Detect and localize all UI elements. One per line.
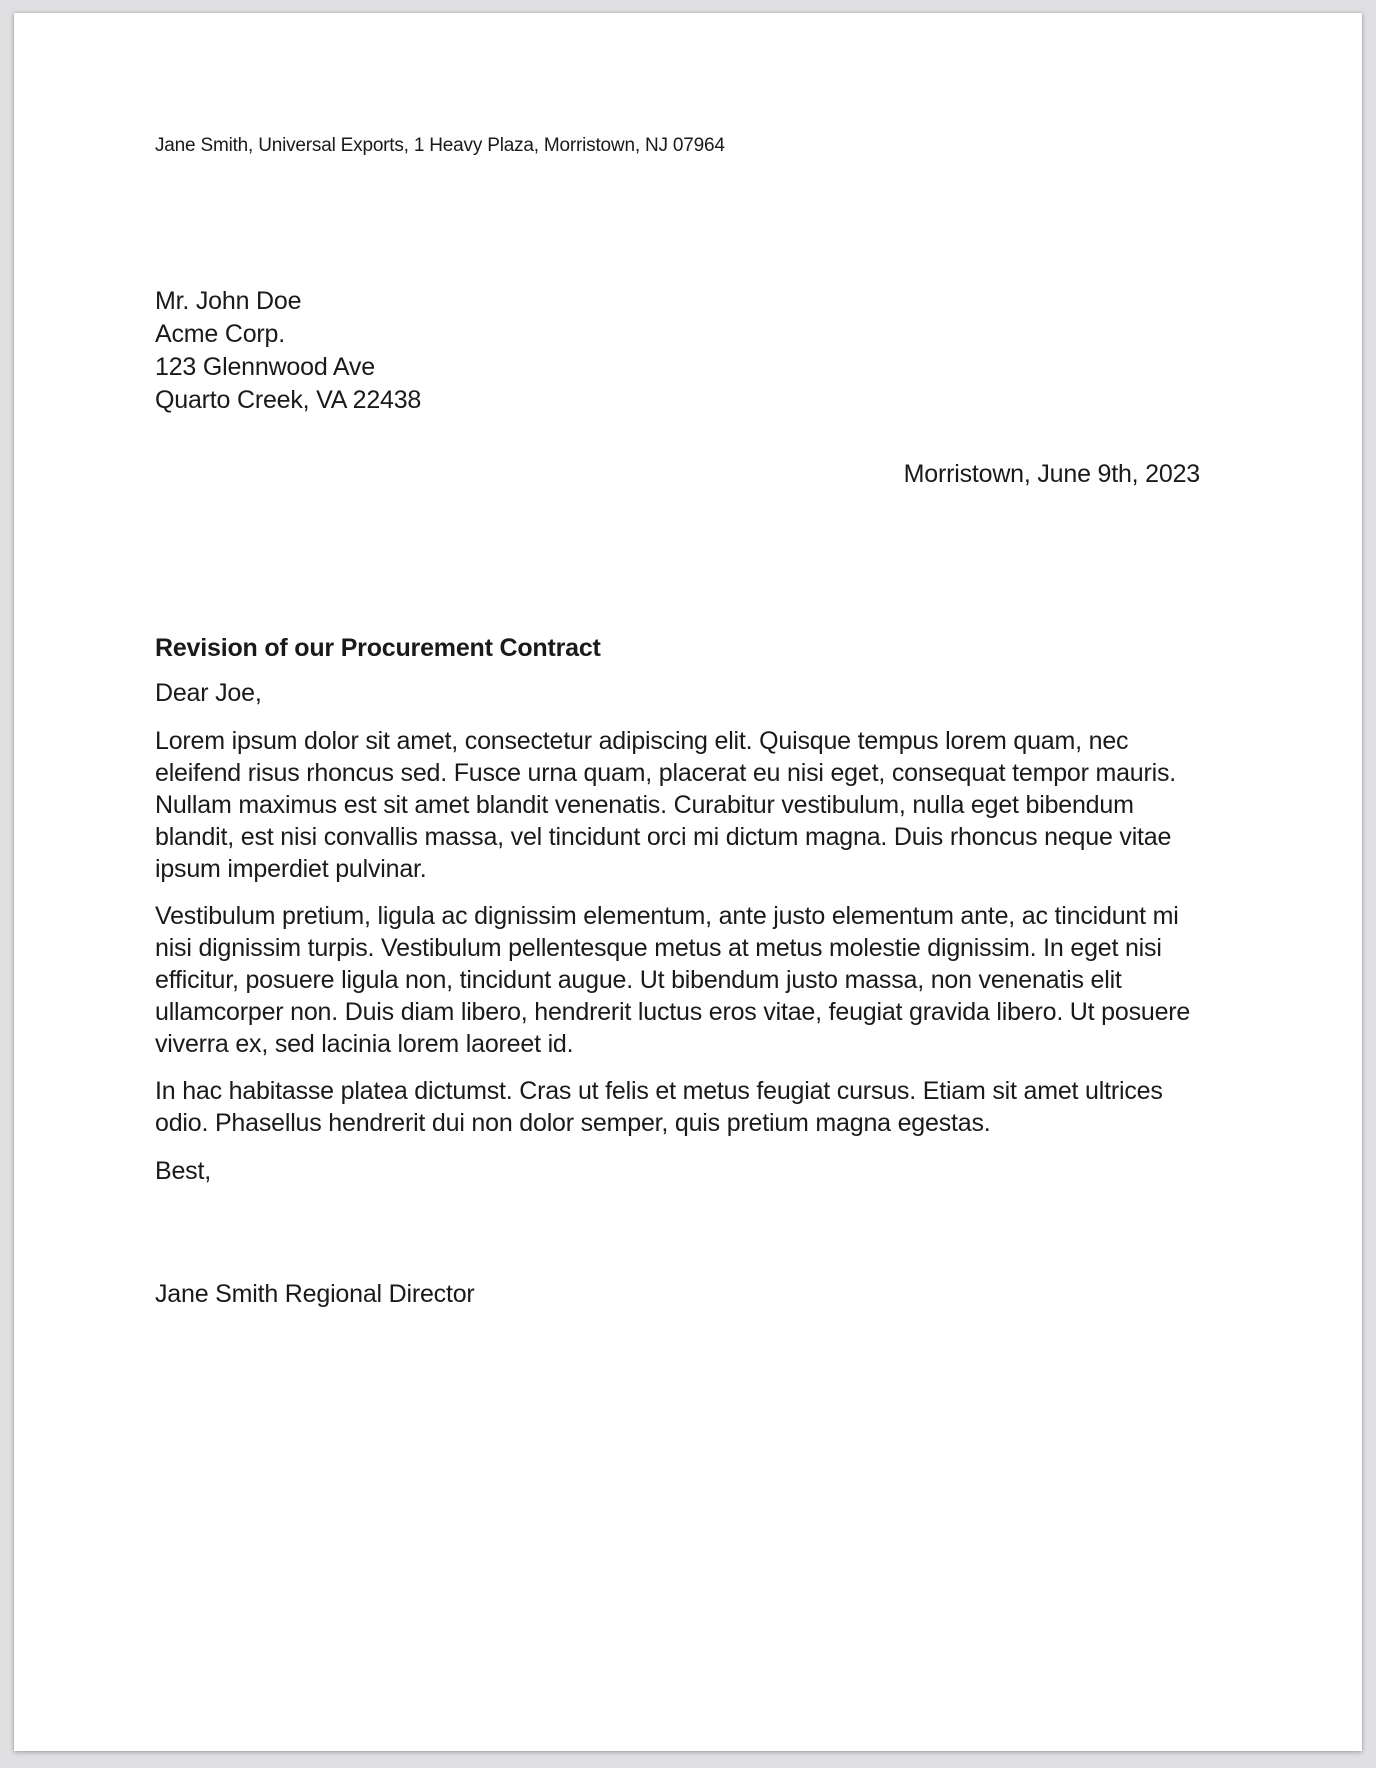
- closing-line: Best,: [155, 1157, 211, 1185]
- place-and-date-line: Morristown, June 9th, 2023: [903, 460, 1200, 488]
- signature-name-line: Jane Smith Regional Director: [155, 1280, 475, 1308]
- recipient-name-line: Mr. John Doe: [155, 287, 302, 315]
- body-paragraph-1: Lorem ipsum dolor sit amet, consectetur adipiscing elit. Quisque tempus lorem quam, nec eleifend risus rhoncus sed. Fusce urna quam, placerat eu nisi eget, consequat tempor mauris. Nullam maximus est sit amet blandit venenatis. Curabitur vestibulum, nulla eget bibendum blandit, est nisi convallis massa, vel tincidunt orci mi dictum magna. Duis rhoncus neque vitae ipsum imperdiet pulvinar.: [155, 727, 1177, 883]
- recipient-company-line: Acme Corp.: [155, 320, 285, 348]
- recipient-address-block: [155, 285, 1200, 417]
- salutation: Dear Joe,: [155, 679, 262, 707]
- subject-line: Revision of our Procurement Contract: [155, 634, 601, 662]
- sender-return-address-line: Jane Smith, Universal Exports, 1 Heavy Plaza, Morristown, NJ 07964: [155, 135, 725, 156]
- recipient-street-line: 123 Glennwood Ave: [155, 353, 375, 381]
- body-paragraph-3: In hac habitasse platea dictumst. Cras ut felis et metus feugiat cursus. Etiam sit amet ultrices odio. Phasellus hendrerit dui non dolor semper, quis pretium magna egestas.: [155, 1077, 1163, 1137]
- body-paragraph-2: Vestibulum pretium, ligula ac dignissim elementum, ante justo elementum ante, ac tincidunt mi nisi dignissim turpis. Vestibulum pellentesque metus at metus molestie dignissim. In eget nisi efficitur, posuere ligula non, tincidunt augue. Ut bibendum justo massa, non venenatis elit ullamcorper non. Duis diam libero, hendrerit luctus eros vitae, feugiat gravida libero. Ut posuere viverra ex, sed lacinia lorem laoreet id.: [155, 902, 1191, 1058]
- letter-page: [14, 13, 1362, 1751]
- recipient-city-line: Quarto Creek, VA 22438: [155, 386, 422, 414]
